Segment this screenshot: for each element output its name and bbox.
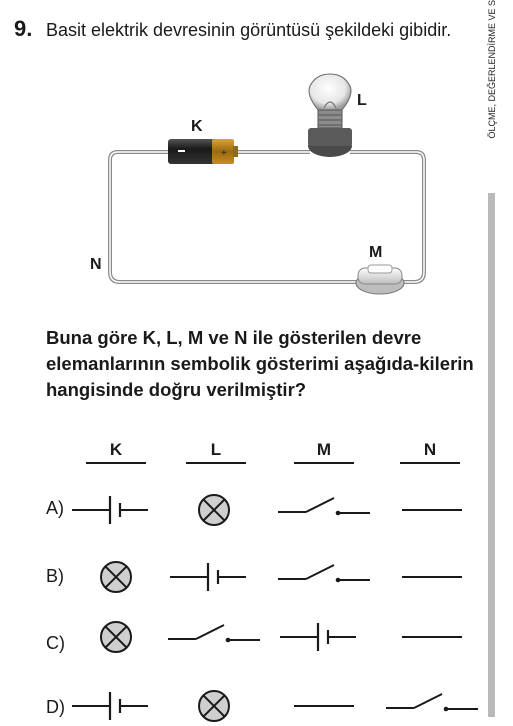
question-number: 9. xyxy=(14,16,33,41)
switch-symbol-icon xyxy=(274,557,374,597)
column-header-n: N xyxy=(423,440,437,459)
cell-symbol-icon xyxy=(66,490,166,530)
cell-symbol-icon xyxy=(164,557,264,597)
wire-symbol-icon xyxy=(382,557,482,597)
lamp-symbol-icon xyxy=(66,557,166,597)
circuit-illustration xyxy=(0,0,513,320)
wire-symbol-icon xyxy=(382,490,482,530)
option-label-d[interactable]: D) xyxy=(46,697,65,717)
column-header-l: L xyxy=(210,440,222,459)
circuit-label-k: K xyxy=(191,118,203,135)
column-header-m: M xyxy=(316,440,332,459)
question-prompt: Buna göre K, L, M ve N ile gösterilen devre elemanlarının sembolik gösterimi aşağıda-kilerin hangisinde doğru verilmiştir? xyxy=(46,327,474,400)
cell-symbol-icon xyxy=(274,617,374,657)
circuit-label-m: M xyxy=(369,244,383,261)
lamp-symbol-icon xyxy=(66,617,166,657)
circuit-label-l: L xyxy=(357,92,367,109)
lamp-symbol-icon xyxy=(164,686,264,726)
side-banner-text: ÖLÇME, DEĞERLENDİRME VE S xyxy=(487,0,497,139)
circuit-label-n: N xyxy=(90,256,102,273)
lamp-symbol-icon xyxy=(164,490,264,530)
question-stem: Basit elektrik devresinin görüntüsü şekildeki gibidir. xyxy=(46,20,452,40)
option-label-b[interactable]: B) xyxy=(46,566,64,586)
switch-symbol-icon xyxy=(382,686,482,726)
option-label-c[interactable]: C) xyxy=(46,633,65,653)
switch-illustration xyxy=(356,265,404,294)
switch-symbol-icon xyxy=(274,490,374,530)
wire-symbol-icon xyxy=(274,686,374,726)
wire-symbol-icon xyxy=(382,617,482,657)
option-label-a[interactable]: A) xyxy=(46,498,64,518)
column-header-k: K xyxy=(109,440,123,459)
column-underline-l xyxy=(186,462,246,464)
cell-symbol-icon xyxy=(66,686,166,726)
column-underline-n xyxy=(400,462,460,464)
switch-symbol-icon xyxy=(164,617,264,657)
svg-text:+: + xyxy=(221,148,227,159)
wire-loop xyxy=(110,152,424,282)
column-underline-k xyxy=(86,462,146,464)
column-underline-m xyxy=(294,462,354,464)
bulb-illustration xyxy=(308,74,352,157)
battery-illustration xyxy=(168,139,238,164)
